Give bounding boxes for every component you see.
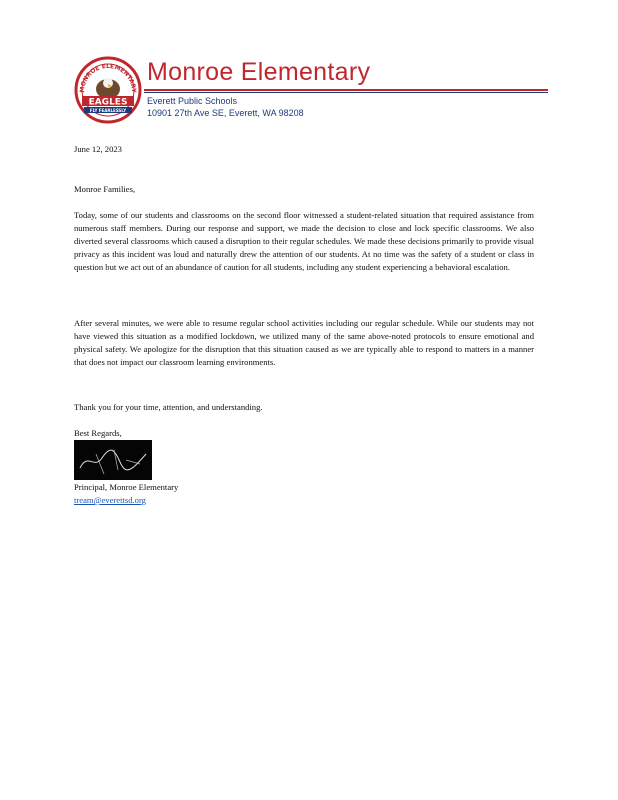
letterhead-blue-rule [144, 92, 548, 93]
signer-title: Principal, Monroe Elementary [74, 482, 179, 492]
signature-image [74, 440, 152, 480]
letter-paragraph-1: Today, some of our students and classrooms on the second floor witnessed a student-related situation that required assistance from numerous staff members. During our response and support, we made the decision to close and lock specific classrooms. We also diverted several classrooms which caused a disruption to their regular schedules. We made these decisions primarily to provide visual privacy as this incident was loud and naturally drew the attention of our students. At no time was the safety of a student or class in question but we act out of an abundance of caution for all students, including any student experiencing a behavioral escalation. [74, 210, 534, 272]
svg-text:MONROE ELEMENTARY: MONROE ELEMENTARY [78, 62, 138, 93]
letter-date: June 12, 2023 [74, 144, 122, 154]
letterhead-red-rule [144, 89, 548, 91]
school-address: 10901 27th Ave SE, Everett, WA 98208 [147, 108, 304, 118]
svg-text:FLY FEARLESSLY: FLY FEARLESSLY [89, 108, 127, 113]
letter-paragraph-2: After several minutes, we were able to resume regular school activities including our regular schedule. While our students may not have viewed this situation as a modified lockdown, we utilized many of the same above-noted protocols to ensure emotional and physical safety. We apologize for the disruption that this situation caused as we are typically able to respond to matters in a manner that does not impact our classroom learning environments. [74, 318, 534, 367]
letterhead [74, 52, 548, 127]
signer-email-link[interactable]: tream@everettsd.org [74, 495, 146, 505]
letter-thanks: Thank you for your time, attention, and understanding. [74, 402, 263, 412]
eagles-logo-icon [74, 56, 142, 124]
district-name: Everett Public Schools [147, 96, 238, 106]
letter-closing: Best Regards, [74, 428, 122, 438]
school-name: Monroe Elementary [147, 58, 371, 86]
letter-greeting: Monroe Families, [74, 184, 136, 194]
svg-text:EAGLES: EAGLES [88, 97, 128, 108]
